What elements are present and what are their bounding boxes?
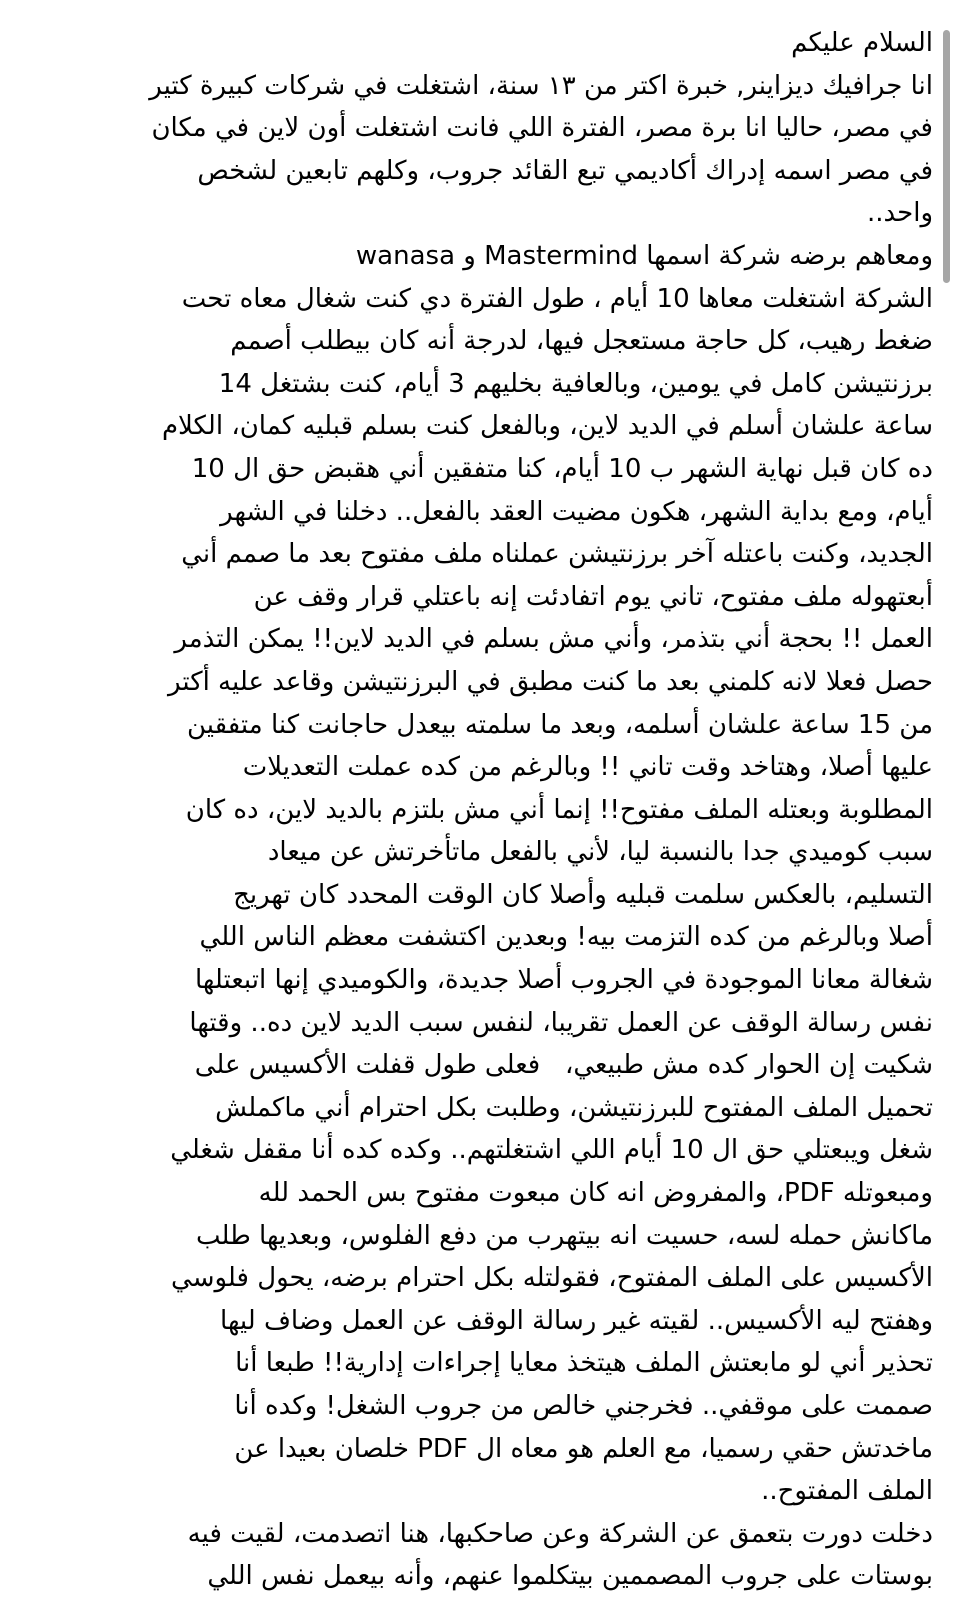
text-line: المطلوبة وبعتله الملف مفتوح!! إنما أني مش بلتزم بالديد لاين، ده كان	[185, 794, 933, 825]
text-line: ماكانش حمله لسه، حسيت انه بيتهرب من دفع الفلوس، وبعديها طلب	[195, 1220, 933, 1251]
text-line: ومبعوتله PDF، والمفروض انه كان مبعوت مفتوح بس الحمد لله	[258, 1178, 933, 1209]
text-line: نفس رسالة الوقف عن العمل تقريبا، لنفس سبب الديد لاين ده.. وقتها	[189, 1007, 933, 1038]
text-line: بوستات على جروب المصممين بيتكلموا عنهم، وأنه بيعمل نفس اللي	[207, 1561, 933, 1592]
text-line: في مصر، حاليا انا برة مصر، الفترة اللي فانت اشتغلت أون لاين في مكان	[151, 113, 933, 144]
text-line: ده كان قبل نهاية الشهر ب 10 أيام، كنا متفقين أني هقبض حق ال 10	[191, 453, 933, 484]
text-line: ساعة علشان أسلم في الديد لاين، وبالفعل كنت بسلم قبليه كمان، الكلام	[161, 411, 933, 442]
text-line: ومعاهم برضه شركة اسمها Mastermind و wanasa	[355, 240, 933, 271]
text-line: أبعتهوله ملف مفتوح، تاني يوم اتفادئت إنه باعتلي قرار وقف عن	[253, 581, 933, 612]
text-line: وهفتح ليه الأكسيس.. لقيته غير رسالة الوقف عن العمل وضاف ليها	[220, 1305, 933, 1336]
text-line: انا جرافيك ديزاينر, خبرة اكتر من ١٣ سنة، اشتغلت في شركات كبيرة كتير	[149, 70, 933, 101]
text-line: أيام، ومع بداية الشهر، هكون مضيت العقد بالفعل.. دخلنا في الشهر	[220, 496, 933, 527]
text-line: عليها أصلا، وهتاخد وقت تاني !! وبالرغم من كده عملت التعديلات	[242, 752, 933, 783]
text-line: الشركة اشتغلت معاها 10 أيام ، طول الفترة دي كنت شغال معاه تحت	[181, 283, 933, 314]
text-line: حصل فعلا لانه كلمني بعد ما كنت مطبق في البرزنتيشن وقاعد عليه أكتر	[168, 666, 933, 697]
text-line: سبب كوميدي جدا بالنسبة ليا، لأني بالفعل ماتأخرتش عن ميعاد	[267, 837, 933, 868]
text-line: في مصر اسمه إدراك أكاديمي تبع القائد جروب، وكلهم تابعين لشخص	[197, 155, 933, 186]
text-line: من 15 ساعة علشان أسلمه، وبعد ما سلمته بيعدل حاجانت كنا متفقين	[186, 709, 933, 740]
text-line: شغل ويبعتلي حق ال 10 أيام اللي اشتغلتهم.. وكده كده أنا مقفل شغلي	[170, 1135, 933, 1166]
scrollbar-thumb[interactable]	[943, 30, 950, 283]
text-line: برزنتيشن كامل في يومين، وبالعافية بخليهم 3 أيام، كنت بشتغل 14	[218, 368, 933, 399]
text-line: شكيت إن الحوار كده مش طبيعي، فعلى طول قفلت الأكسيس على	[194, 1050, 933, 1081]
text-line: دخلت دورت بتعمق عن الشركة وعن صاحكبها، هنا اتصدمت، لقيت فيه	[187, 1518, 933, 1549]
text-line: الجديد، وكنت باعتله آخر برزنتيشن عملناه ملف مفتوح بعد ما صمم أني	[181, 539, 933, 570]
text-line: العمل !! بحجة أني بتذمر، وأني مش بسلم في الديد لاين!! يمكن التذمر	[174, 624, 933, 655]
text-line: واحد..	[866, 198, 933, 229]
text-line: تحذير أني لو مابعتش الملف هيتخذ معايا إجراءات إدارية!! طبعا أنا	[235, 1348, 933, 1379]
text-line: أصلا وبالرغم من كده التزمت بيه! وبعدين اكتشفت معظم الناس اللي	[199, 922, 933, 953]
text-line: صممت على موقفي.. فخرجني خالص من جروب الشغل! وكده أنا	[234, 1391, 933, 1421]
text-line: التسليم، بالعكس سلمت قبليه وأصلا كان الوقت المحدد كان تهريج	[233, 879, 933, 910]
text-line: ماخدتش حقي رسميا، مع العلم هو معاه ال PDF خلصان بعيدا عن	[234, 1433, 933, 1464]
text-line: الملف المفتوح..	[761, 1476, 933, 1507]
text-line: ضغط رهيب، كل حاجة مستعجل فيها، لدرجة أنه كان بيطلب أصمم	[230, 326, 933, 357]
text-line: شغالة معانا الموجودة في الجروب أصلا جديدة، والكوميدي إنها اتبعتلها	[194, 965, 933, 996]
text-line: تحميل الملف المفتوح للبرزنتيشن، وطلبت بكل احترام أني ماكملش	[215, 1092, 933, 1123]
text-line: الأكسيس على الملف المفتوح، فقولتله بكل احترام برضه، يحول فلوسي	[171, 1263, 933, 1294]
text-line: السلام عليكم	[791, 28, 933, 58]
